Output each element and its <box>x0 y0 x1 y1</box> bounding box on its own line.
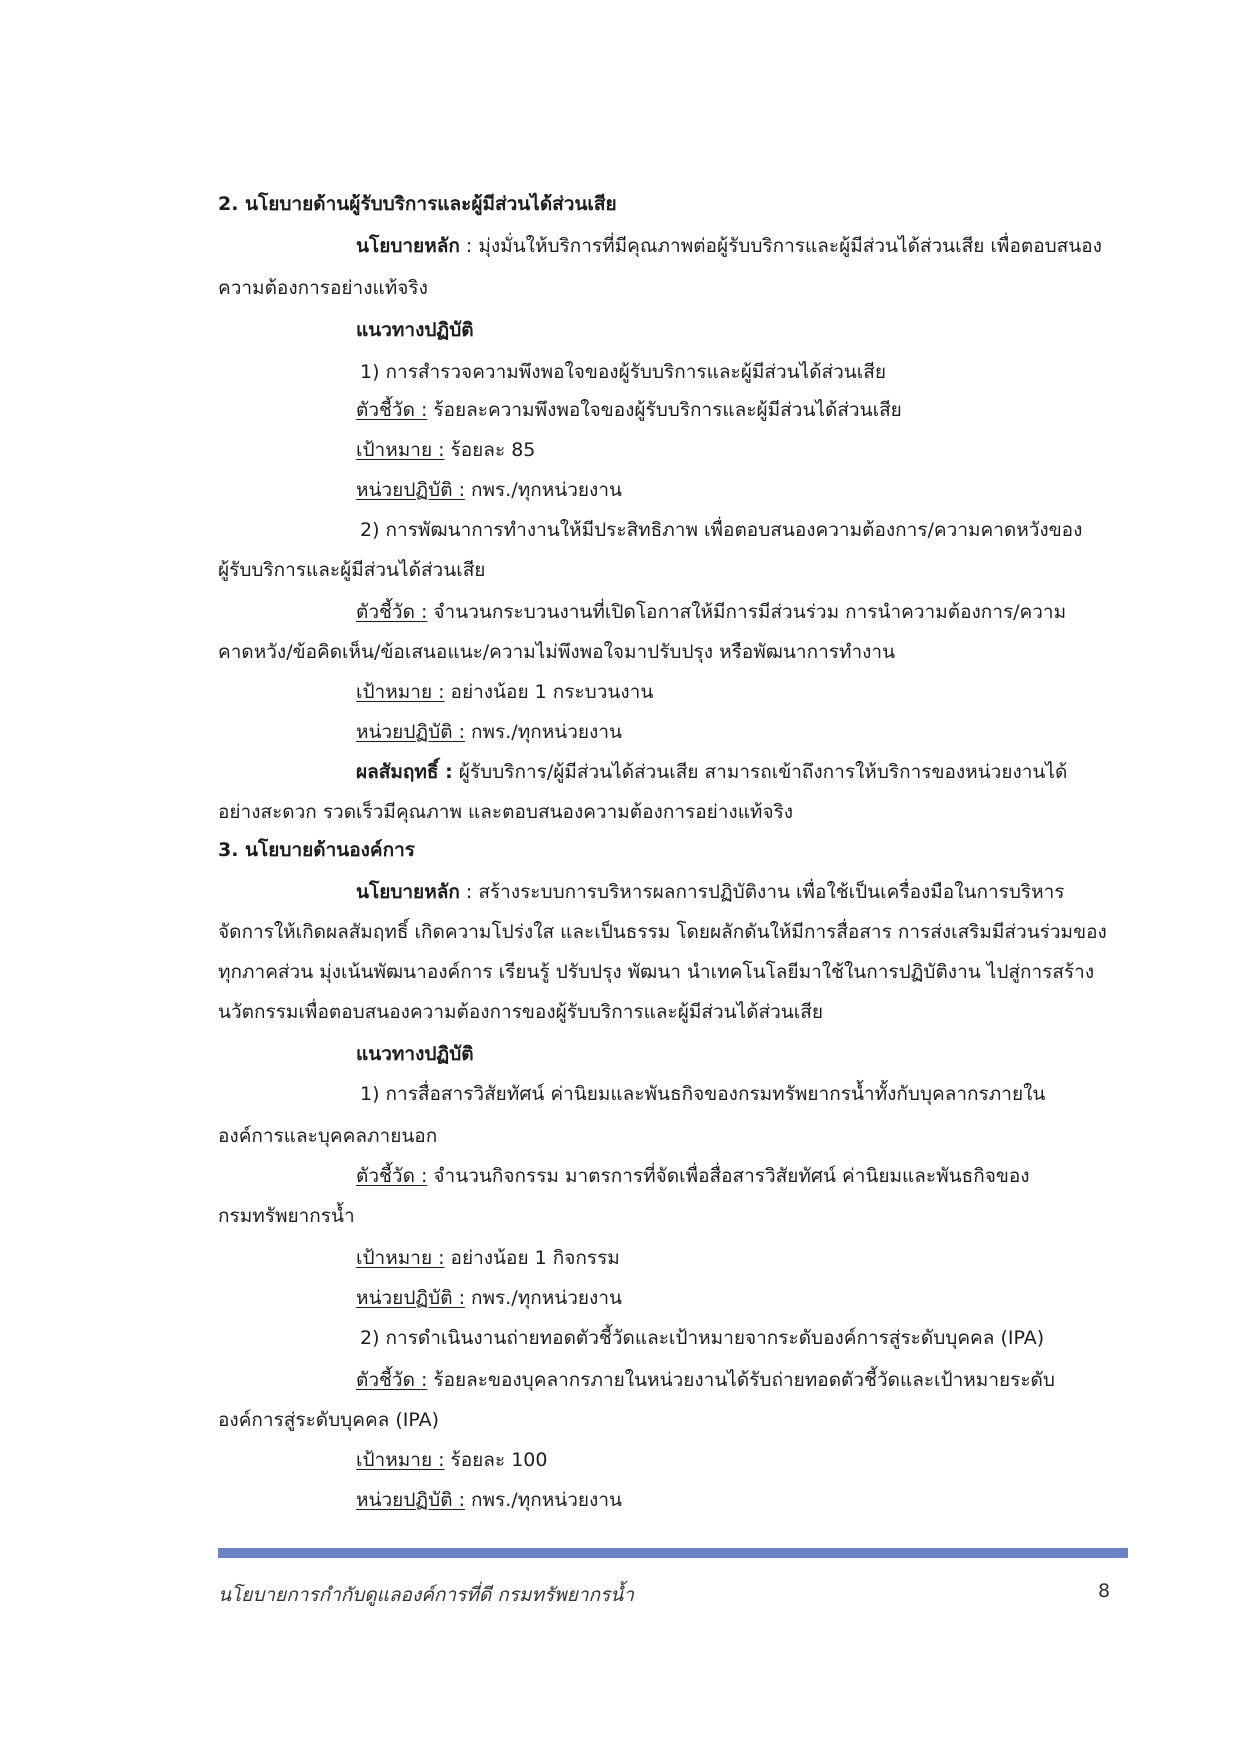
section-heading: 2. นโยบายด้านผู้รับบริการและผู้มีส่วนได้ส่วนเสีย <box>218 193 617 215</box>
indicator-label: ตัวชี้วัด : <box>356 399 428 421</box>
section-heading: 3. นโยบายด้านองค์การ <box>218 839 416 861</box>
unit-line <box>356 1286 622 1310</box>
target-line <box>356 680 653 704</box>
unit-text: กพร./ทุกหน่วยงาน <box>464 721 622 743</box>
unit-line <box>356 720 622 744</box>
main-policy-continuation: จัดการให้เกิดผลสัมฤทธิ์ เกิดความโปร่งใส และเป็นธรรม โดยผลักดันให้มีการสื่อสาร การส่งเสริมมีส่วนร่วมของ <box>218 921 1107 943</box>
indicator-continuation: กรมทรัพยากรน้ำ <box>218 1205 355 1227</box>
indicator-text: จำนวนกระบวนงานที่เปิดโอกาสให้มีการมีส่วนร่วม การนำความต้องการ/ความ <box>427 601 1067 623</box>
target-label: เป้าหมาย : <box>356 681 445 703</box>
practice-item-title: 2) การพัฒนาการทำงานให้มีประสิทธิภาพ เพื่อตอบสนองความต้องการ/ความคาดหวังของ <box>360 519 1083 541</box>
unit-text: กพร./ทุกหน่วยงาน <box>464 1489 622 1511</box>
indicator-text: จำนวนกิจกรรม มาตรการที่จัดเพื่อสื่อสารวิสัยทัศน์ ค่านิยมและพันธกิจของ <box>427 1165 1030 1187</box>
unit-label: หน่วยปฏิบัติ : <box>356 1489 465 1511</box>
main-policy-paragraph <box>356 234 1102 258</box>
indicator-continuation: องค์การสู่ระดับบุคคล (IPA) <box>218 1409 440 1431</box>
target-text: อย่างน้อย 1 กิจกรรม <box>444 1247 620 1269</box>
outcome-label: ผลสัมฤทธิ์ : <box>356 761 453 783</box>
practice-item-title-continuation: ผู้รับบริการและผู้มีส่วนได้ส่วนเสีย <box>218 559 486 581</box>
indicator-line <box>356 1164 1030 1188</box>
unit-line <box>356 1488 622 1512</box>
target-line <box>356 1448 547 1472</box>
practice-item-title: 1) การสำรวจความพึงพอใจของผู้รับบริการและผู้มีส่วนได้ส่วนเสีย <box>360 361 887 383</box>
unit-label: หน่วยปฏิบัติ : <box>356 721 465 743</box>
main-policy-paragraph <box>356 880 1065 904</box>
main-policy-text: : สร้างระบบการบริหารผลการปฏิบัติงาน เพื่อใช้เป็นเครื่องมือในการบริหาร <box>459 881 1065 903</box>
main-policy-continuation: ความต้องการอย่างแท้จริง <box>218 277 428 299</box>
target-label: เป้าหมาย : <box>356 1247 445 1269</box>
practice-item-title: 1) การสื่อสารวิสัยทัศน์ ค่านิยมและพันธกิจของกรมทรัพยากรน้ำทั้งกับบุคลากรภายใน <box>360 1083 1046 1105</box>
main-policy-label: นโยบายหลัก <box>356 235 460 257</box>
target-label: เป้าหมาย : <box>356 1449 445 1471</box>
target-line <box>356 438 535 462</box>
target-text: ร้อยละ 100 <box>444 1449 548 1471</box>
indicator-continuation: คาดหวัง/ข้อคิดเห็น/ข้อเสนอแนะ/ความไม่พึงพอใจมาปรับปรุง หรือพัฒนาการทำงาน <box>218 641 896 663</box>
unit-text: กพร./ทุกหน่วยงาน <box>464 1287 622 1309</box>
unit-label: หน่วยปฏิบัติ : <box>356 1287 465 1309</box>
unit-line <box>356 478 622 502</box>
main-policy-text: : มุ่งมั่นให้บริการที่มีคุณภาพต่อผู้รับบริการและผู้มีส่วนได้ส่วนเสีย เพื่อตอบสนอง <box>459 235 1102 257</box>
target-label: เป้าหมาย : <box>356 439 445 461</box>
main-policy-label: นโยบายหลัก <box>356 881 460 903</box>
practice-heading: แนวทางปฏิบัติ <box>356 1043 474 1065</box>
indicator-label: ตัวชี้วัด : <box>356 1369 428 1391</box>
outcome-text: ผู้รับบริการ/ผู้มีส่วนได้ส่วนเสีย สามารถเข้าถึงการให้บริการของหน่วยงานได้ <box>452 761 1068 783</box>
practice-item-title-continuation: องค์การและบุคคลภายนอก <box>218 1125 438 1147</box>
footer-rule <box>218 1548 1128 1558</box>
indicator-label: ตัวชี้วัด : <box>356 1165 428 1187</box>
indicator-label: ตัวชี้วัด : <box>356 601 428 623</box>
practice-item-title: 2) การดำเนินงานถ่ายทอดตัวชี้วัดและเป้าหมายจากระดับองค์การสู่ระดับบุคคล (IPA) <box>360 1327 1045 1349</box>
indicator-text: ร้อยละของบุคลากรภายในหน่วยงานได้รับถ่ายทอดตัวชี้วัดและเป้าหมายระดับ <box>427 1369 1055 1391</box>
outcome-line <box>356 760 1067 784</box>
indicator-line <box>356 1368 1055 1392</box>
main-policy-continuation: ทุกภาคส่วน มุ่งเน้นพัฒนาองค์การ เรียนรู้ ปรับปรุง พัฒนา นำเทคโนโลยีมาใช้ในการปฏิบัติงาน ไปสู่การสร้าง <box>218 961 1095 983</box>
target-line <box>356 1246 620 1270</box>
indicator-text: ร้อยละความพึงพอใจของผู้รับบริการและผู้มีส่วนได้ส่วนเสีย <box>427 399 902 421</box>
target-text: อย่างน้อย 1 กระบวนงาน <box>444 681 654 703</box>
unit-label: หน่วยปฏิบัติ : <box>356 479 465 501</box>
practice-heading: แนวทางปฏิบัติ <box>356 319 474 341</box>
page-number: 8 <box>1098 1580 1111 1602</box>
indicator-line <box>356 398 902 422</box>
main-policy-continuation: นวัตกรรมเพื่อตอบสนองความต้องการของผู้รับบริการและผู้มีส่วนได้ส่วนเสีย <box>218 1001 824 1023</box>
outcome-continuation: อย่างสะดวก รวดเร็วมีคุณภาพ และตอบสนองความต้องการอย่างแท้จริง <box>218 801 794 823</box>
indicator-line <box>356 600 1066 624</box>
target-text: ร้อยละ 85 <box>444 439 536 461</box>
unit-text: กพร./ทุกหน่วยงาน <box>464 479 622 501</box>
footer-title: นโยบายการกำกับดูแลองค์การที่ดี กรมทรัพยากรน้ำ <box>218 1584 634 1606</box>
